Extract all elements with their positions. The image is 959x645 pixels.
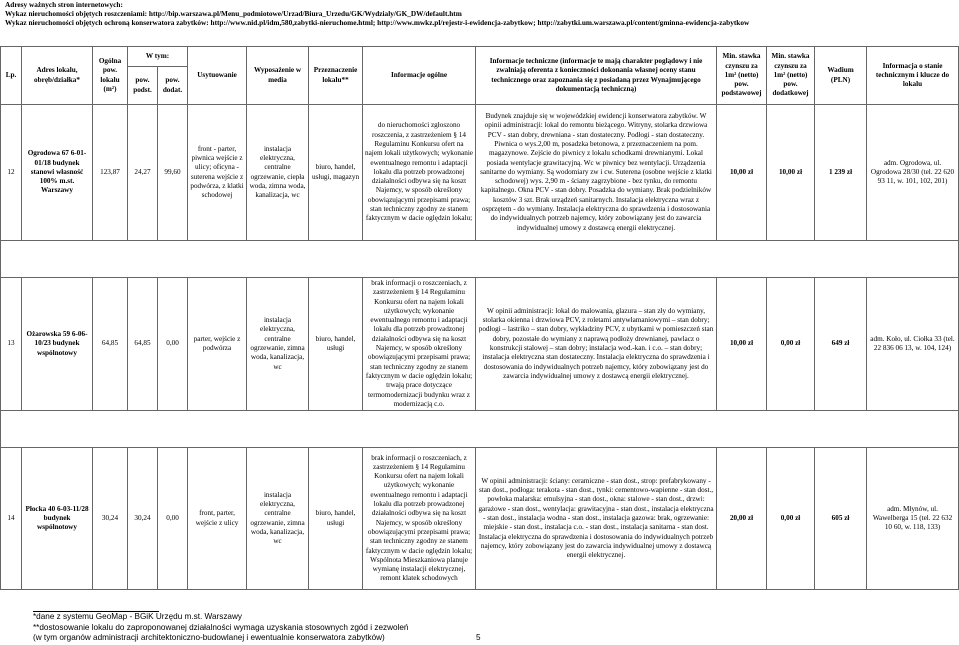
table-row [1,105,959,241]
table-row [1,448,959,590]
row-wadium: 605 zł [815,448,867,590]
row-adres: Płocka 40 6-03-11/28 budynek wspólnotowy [22,448,93,590]
header-line-3: Wykaz nieruchomości objętych ochroną konserwatora zabytków: http://www.nid.pl/idm,580,zabytki-nieruchome.html; http://www.mwkz.pl/rejestr-i-ewidencja-zabytkow; http://zabytki.um.warszawa.pl/content/gminna-ewidencja-zabytkow [5,18,750,28]
row-adres: Ożarowska 59 6-06-10/23 budynek wspólnotowy [22,278,93,411]
row-dodat: 0,00 [158,278,188,411]
row-info-stan: adm. Ogrodowa, ul. Ogrodowa 28/30 (tel. 22 620 93 11, w. 101, 102, 201) [867,105,959,241]
footnote-3: (w tym organów administracji architektoniczno-budowlanej i ewentualnie konserwatora zabytków) [33,633,385,642]
row-info-ogolne: do nieruchomości zgłoszono roszczenia, z zastrzeżeniem § 14 Regulaminu Konkursu ofert na najem lokali użytkowych; wykonanie ewentualnego remontu i adaptacji lokalu dla potrzeb prowadzonej działalności odbywa się na koszt Najemcy, w sposób określony obowiązującymi przepisami prawa; stan techniczny zgodny ze stanem faktycznym w dacie oględzin lokalu; [363,105,476,241]
row-media: instalacja elektryczna, centralne ogrzewanie, ciepła woda, zimna woda, kanalizacja, wc [247,105,309,241]
row-wadium: 1 239 zł [815,105,867,241]
row-dodat: 0,00 [158,448,188,590]
row-spacer [1,411,959,448]
row-media: instalacja elektryczna, centralne ogrzewanie, zimna woda, kanalizacja, wc [247,278,309,411]
row-spacer [1,241,959,278]
row-lp: 14 [1,448,22,590]
row-info-ogolne: brak informacji o roszczeniach, z zastrzeżeniem § 14 Regulaminu Konkursu ofert na najem lokali użytkowych; wykonanie ewentualnego remontu i adaptacji lokalu dla potrzeb prowadzonej działalności odbywa się na koszt Najemcy, w sposób określony obowiązującymi przepisami prawa; stan techniczny zgodny ze stanem faktycznym w dacie oględzin lokalu; trwają prace dotyczące termomodernizacji budynku wraz z modernizacją c.o. [363,278,476,411]
row-min-podst: 20,00 zł [717,448,767,590]
header-line-2: Wykaz nieruchomości objętych roszczeniami: http://bip.warszawa.pl/Menu_podmiotowe/Urzad/Biura_Urzedu/GK/Wydzialy/GK_DW/default.htm [5,9,462,19]
row-dodat: 99,60 [158,105,188,241]
row-ogolna: 64,85 [93,278,128,411]
row-przeznaczenie: biuro, handel, usługi, magazyn [309,105,363,241]
row-usytuowanie: front, parter, wejście z ulicy [188,448,247,590]
col-info-ogolne: Informacje ogólne [363,47,476,105]
col-min-dodat: Min. stawka czynszu za 1m² (netto) pow. dodatkowej [767,47,815,105]
row-usytuowanie: parter, wejście z podwórza [188,278,247,411]
footnote-1: *dane z systemu GeoMap - BGiK Urzędu m.st. Warszawy [33,612,242,621]
col-info-tech: Informacje techniczne (informacje te mają charakter poglądowy i nie zwalniają oferenta z konieczności dokonania własnej oceny stanu technicznego oraz zapoznania się z posiadaną przez Wynajmującego dokumentacją techniczną) [476,47,717,105]
row-min-podst: 10,00 zł [717,105,767,241]
row-wadium: 649 zł [815,278,867,411]
col-info-stan: Informacja o stanie technicznym i klucze do lokalu [867,47,959,105]
col-adres: Adres lokalu, obręb/działka* [22,47,93,105]
row-info-stan: adm. Młynów, ul. Wawelberga 15 (tel. 22 632 10 60, w. 118, 133) [867,448,959,590]
footnote-2: **dostosowanie lokalu do zaproponowanej działalności wymaga uzyskania stosownych zgód i zezwoleń [33,622,409,632]
row-info-tech: W opinii administracji: ściany: ceramiczne - stan dost., strop: prefabrykowany - stan dost., podłoga: terakota - stan dost., tynki: cementowo-wapienne - stan dost., powłoka malarska: emulsyjna - stan dost., okna: stalowe - stan dost., drzwi: garażowe - stan dost., wentylacja: grawitacyjna - stan dost., instalacja elektryczna - stan dost., instalacja wodna - stan dost., instalacja gazowa: brak, ogrzewanie: miejskie - stan dost., instalacja c.o. - stan dost., instalacja sanitarna - stan dost. Instalacja elektryczna do sprawdzenia i dostosowania do indywidualnych potrzeb najemcy, który zobowiązany jest do zawarcia indywidualnej umowy z dostawcą energii elektrycznej. [476,448,717,590]
col-wtym: W tym: [128,47,188,67]
col-min-podst: Min. stawka czynszu za 1m² (netto) pow. podstawowej [717,47,767,105]
col-pow-podst: pow. podst. [128,67,158,105]
row-media: instalacja elektryczna, centralne ogrzewanie, zimna woda, kanalizacja, wc [247,448,309,590]
row-usytuowanie: front - parter, piwnica wejście z ulicy; oficyna - suterena wejście z podwórza, z klatki schodowej [188,105,247,241]
table-row [1,278,959,411]
row-podst: 24,27 [128,105,158,241]
col-usytuowanie: Usytuowanie [188,47,247,105]
header-line-1: Adresy ważnych stron internetowych: [5,0,123,9]
col-wadium: Wadium (PLN) [815,47,867,105]
row-lp: 13 [1,278,22,411]
col-pow-dodat: pow. dodat. [158,67,188,105]
col-wyposazenie: Wyposażenie w media [247,47,309,105]
page-header [5,0,749,28]
row-ogolna: 30,24 [93,448,128,590]
page-number: 5 [476,633,481,642]
row-min-podst: 10,00 zł [717,278,767,411]
col-przeznaczenie: Przeznaczenie lokalu** [309,47,363,105]
row-min-dodat: 0,00 zł [767,448,815,590]
footnotes [33,612,408,644]
row-podst: 64,85 [128,278,158,411]
row-info-tech: Budynek znajduje się w wojewódzkiej ewidencji konserwatora zabytków. W opinii administracji: lokal do remontu bieżącego. Witryny, stolarka drzwiowa PCV - stan dobry, drewniana - stan dostateczny. Podłogi - stan dostateczny. Piwnica o wys.2,00 m, posadzka betonowa, z przeznaczeniem na pom. magazynowe. Zejście do piwnicy z lokalu schodkami drewnianymi. Lokal posiada wentylacje grawitacyjną. Wc w piwnicy bez wentylacji. Urządzenia sanitarne do wymiany. Są wodomiary zw i cw. Suterena (osobne wejście z klatki schodowej) wys. 2,90 m - ściany zagrzybione - bez tynku, do remontu kapitalnego. Okna PCV - stan dobry. Posadzka do wymiany. Brak podzielników kosztów 3 szt. Brak urządzeń sanitarnych. Instalacja elektryczna wraz z osprzętem - do wymiany. Instalacja elektryczna do sprawdzenia i dostosowania do indywidualnych potrzeb najemcy, który zobowiązany jest do zawarcia indywidualnej umowy z dostawcą energii elektrycznej. [476,105,717,241]
col-ogolna: Ogólna pow. lokalu (m²) [93,47,128,105]
row-info-stan: adm. Koło, ul. Ciołka 33 (tel. 22 836 06 13, w. 104, 124) [867,278,959,411]
row-min-dodat: 10,00 zł [767,105,815,241]
premises-table [0,46,959,590]
row-ogolna: 123,87 [93,105,128,241]
row-adres: Ogrodowa 67 6-01-01/18 budynek stanowi własność 100% m.st. Warszawy [22,105,93,241]
row-podst: 30,24 [128,448,158,590]
row-min-dodat: 0,00 zł [767,278,815,411]
row-info-ogolne: brak informacji o roszczeniach, z zastrzeżeniem § 14 Regulaminu Konkursu ofert na najem lokali użytkowych; wykonanie ewentualnego remontu i adaptacji lokalu dla potrzeb prowadzonej działalności odbywa się na koszt Najemcy, w sposób określony obowiązującymi przepisami prawa; stan techniczny zgodny ze stanem faktycznym w dacie oględzin lokalu; Wspólnota Mieszkaniowa planuje wymianę instalacji elektrycznej, remont klatek schodowych [363,448,476,590]
col-lp: Lp. [1,47,22,105]
row-lp: 12 [1,105,22,241]
row-przeznaczenie: biuro, handel, usługi [309,278,363,411]
row-info-tech: W opinii administracji: lokal do malowania, glazura – stan zły do wymiany, stolarka okienna i drzwiowa PCV, z roletami antywłamaniowymi – stan dobry; podłogi – lastriko – stan dobry, wykładziny PCV, z ubytkami w pomieszczeń stan dobry, pozostałe do wymiany z naprawą podłoży drewnianej, pawlacz o konstrukcji stalowej – stan dobry; instalacja wod.-kan. i c.o. – stan dobry; instalacja elektryczna stan dostateczny. Instalacja elektryczna do sprawdzenia i dostosowania do indywidualnych potrzeb najemcy, który zobowiązany jest do zawarcia indywidualnej umowy z dostawcą energii elektrycznej. [476,278,717,411]
row-przeznaczenie: biuro, handel, usługi [309,448,363,590]
